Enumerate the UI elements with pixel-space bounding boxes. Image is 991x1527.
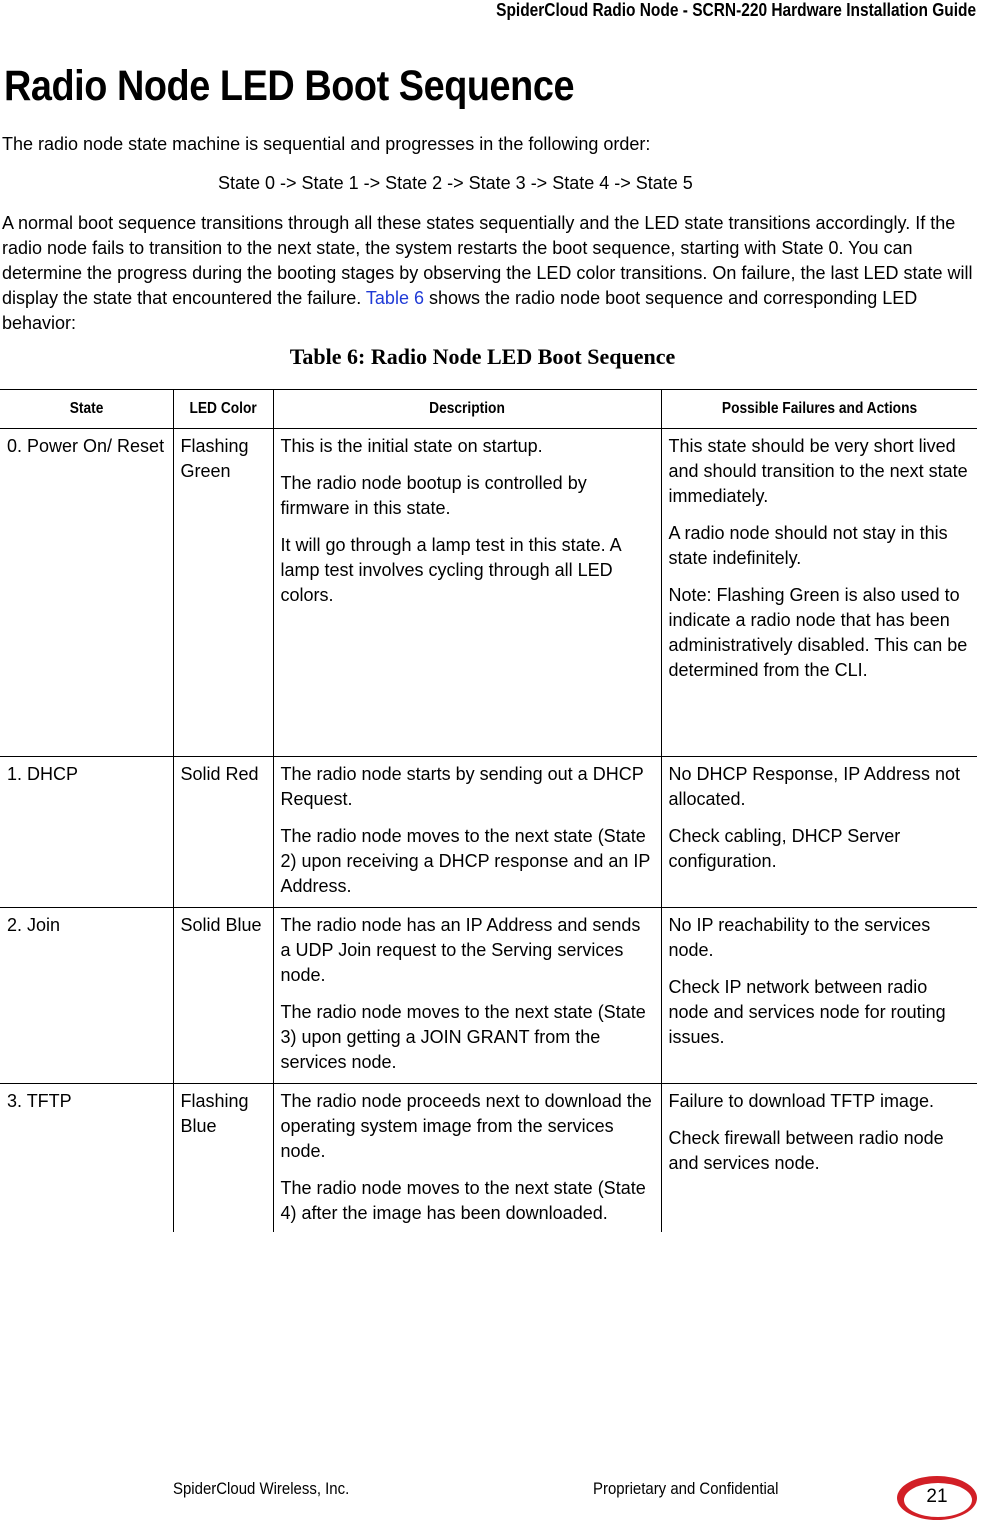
description-cell: The radio node has an IP Address and sends a UDP Join request to the Serving services node. The radio node moves to the next state (State 3) upon getting a JOIN GRANT from the services node. [273,908,661,1084]
table-caption: Table 6: Radio Node LED Boot Sequence [289,344,676,369]
led-color-cell: Solid Blue [173,908,273,1084]
description-cell: The radio node starts by sending out a DHCP Request. The radio node moves to the next state (State 2) upon receiving a DHCP response and an IP Address. [273,757,661,908]
intro-paragraph: The radio node state machine is sequential and progresses in the following order: [2,134,651,154]
page-title: Radio Node LED Boot Sequence [4,62,575,110]
page-number-badge [895,1471,979,1521]
table-row [0,1084,977,1233]
led-color-cell: Solid Red [173,757,273,908]
footer-company: SpiderCloud Wireless, Inc. [173,1479,350,1498]
body-paragraph [2,211,977,336]
body-text-start: A normal boot sequence transitions through all these states sequentially and the LED state transitions accordingly. If the radio node fails to transition to the next state, the system restarts the boot sequence, starting with State 0. You can determine the progress during the booting stages by observing the LED color transitions. On failure, the last LED state will display the state that encountered the failure. [2,213,973,308]
state-cell: 3. TFTP [7,1091,72,1111]
failures-cell: Failure to download TFTP image. Check firewall between radio node and services node. [661,1084,977,1233]
description-cell: This is the initial state on startup. The radio node bootup is controlled by firmware in this state. It will go through a lamp test in this state. A lamp test involves cycling through all LED colors. [273,429,661,757]
header-state: State [0,390,173,429]
state-cell: 2. Join [0,908,173,1084]
led-color-cell: Flashing Blue [173,1084,273,1233]
page-number: 21 [926,1486,948,1507]
failures-cell: This state should be very short lived and should transition to the next state immediately. A radio node should not stay in this state indefinitely. Note: Flashing Green is also used to indicate a radio node that has been administratively disabled. This can be determined from the CLI. [661,429,977,757]
header-failures-actions: Possible Failures and Actions [661,390,977,429]
body-text-end: shows the radio node boot sequence and corresponding LED behavior: [2,288,918,333]
table-row [0,429,977,757]
header-led-color: LED Color [173,390,273,429]
footer-confidentiality: Proprietary and Confidential [593,1479,779,1498]
failures-cell: No IP reachability to the services node. Check IP network between radio node and services node for routing issues. [661,908,977,1084]
table-6-link[interactable]: Table 6 [365,288,424,308]
table-row [0,757,977,908]
table-row [0,908,977,1084]
table-header-row [0,390,977,429]
led-color-cell: Flashing Green [173,429,273,757]
state-cell: 0. Power On/ Reset [0,429,173,757]
state-cell: 1. DHCP [0,757,173,908]
description-cell: The radio node proceeds next to download the operating system image from the services node. The radio node moves to the next state (State 4) after the image has been downloaded. [273,1084,661,1233]
state-sequence: State 0 -> State 1 -> State 2 -> State 3 -> State 4 -> State 5 [218,173,693,193]
failures-cell: No DHCP Response, IP Address not allocated. Check cabling, DHCP Server configuration. [661,757,977,908]
running-header: SpiderCloud Radio Node - SCRN-220 Hardware Installation Guide [496,0,976,20]
header-description: Description [273,390,661,429]
led-boot-sequence-table [0,389,977,1232]
